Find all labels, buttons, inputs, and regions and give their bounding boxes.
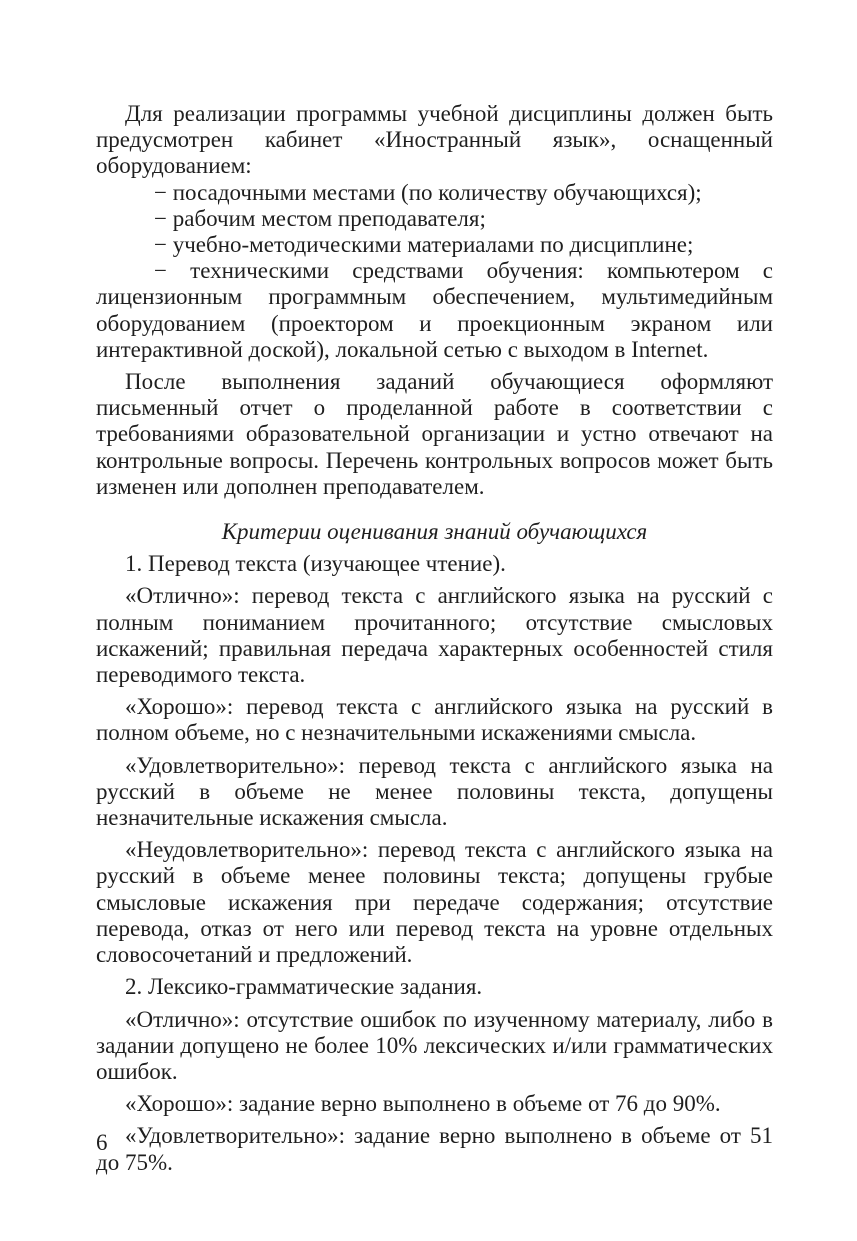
equipment-item-text: учебно-методическими материалами по дисциплине;	[172, 232, 694, 258]
intro-paragraph: Для реализации программы учебной дисциплины должен быть предусмотрен кабинет «Иностранный язык», оснащенный оборудованием:	[96, 101, 773, 179]
section-title: 1. Перевод текста (изучающее чтение).	[125, 551, 506, 577]
grade-paragraph: «Хорошо»: перевод текста с английского языка на русский в полном объеме, но с незначительными искажениями смысла.	[96, 694, 773, 746]
grade-paragraph: «Удовлетворительно»: перевод текста с английского языка на русский в объеме не менее половины текста, допущены незначительные искажения смысла.	[96, 752, 773, 831]
equipment-item-text: техническими средствами обучения: компьютером с лицензионным программным обеспечением, мультимедийным оборудованием (проектором и проекционным экраном или интерактивной доской), локальной сетью с выходом в Internet.	[96, 258, 773, 362]
dash-mark: −	[154, 232, 167, 258]
equipment-item	[96, 180, 773, 206]
equipment-item	[96, 232, 773, 258]
dash-mark: −	[154, 258, 167, 284]
equipment-item-text: рабочим местом преподавателя;	[172, 205, 486, 231]
grade-paragraph: «Отлично»: перевод текста с английского языка на русский с полным пониманием прочитанного; отсутствие смысловых искажений; правильная передача характерных особенностей стиля переводимого текста.	[96, 583, 773, 688]
dash-mark: −	[154, 205, 167, 231]
page-content	[96, 101, 773, 1176]
report-paragraph: После выполнения заданий обучающиеся оформляют письменный отчет о проделанной работе в соответствии с требованиями образовательной организации и устно отвечают на контрольные вопросы. Перечень контрольных вопросов может быть изменен или дополнен преподавателем.	[96, 369, 773, 499]
equipment-item-text: посадочными местами (по количеству обучающихся);	[172, 179, 702, 205]
criteria-heading: Критерии оценивания знаний обучающихся	[221, 519, 648, 545]
page-number: 6	[96, 1130, 108, 1155]
grade-paragraph: «Удовлетворительно»: задание верно выполнено в объеме от 51 до 75%.	[96, 1123, 773, 1175]
equipment-item	[96, 206, 773, 232]
section-title: 2. Лексико-грамматические задания.	[125, 974, 483, 1000]
equipment-item	[96, 258, 773, 363]
grade-paragraph: «Отлично»: отсутствие ошибок по изученному материалу, либо в задании допущено не более 10% лексических и/или грамматических ошибок.	[96, 1006, 773, 1084]
dash-mark: −	[154, 179, 167, 205]
grade-paragraph: «Хорошо»: задание верно выполнено в объеме от 76 до 90%.	[125, 1091, 721, 1117]
grade-paragraph: «Неудовлетворительно»: перевод текста с английского языка на русский в объеме менее половины текста; допущены грубые смысловые искажения при передаче содержания; отсутствие перевода, отказ от него или перевод текста на уровне отдельных словосочетаний и предложений.	[96, 837, 773, 968]
